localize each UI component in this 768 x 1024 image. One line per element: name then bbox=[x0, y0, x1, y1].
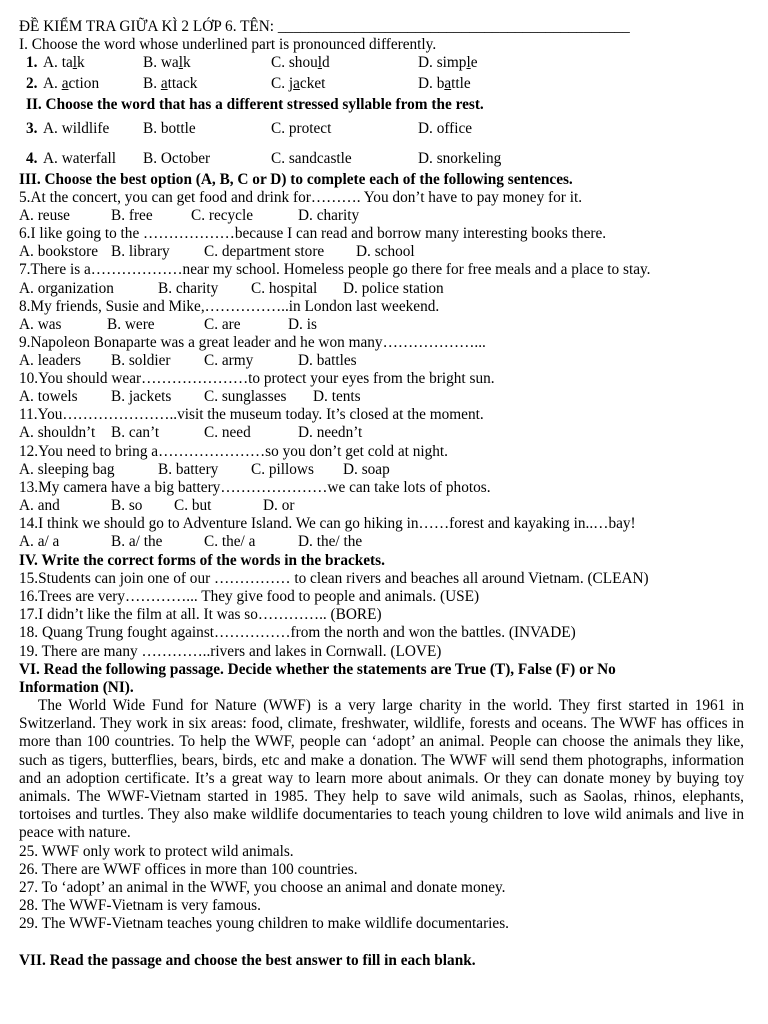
option-c: C. protect bbox=[271, 120, 332, 137]
option-c: C. department store bbox=[204, 243, 325, 260]
question-15: 15.Students can join one of our …………… to clean rivers and beaches all around Vietnam. (CLEAN) bbox=[19, 570, 649, 587]
option-d: D. simple bbox=[418, 54, 478, 71]
question-number: 3. bbox=[26, 120, 38, 137]
question-12-text: 12.You need to bring a…………………so you don’t get cold at night. bbox=[19, 443, 448, 460]
section-7-heading: VII. Read the passage and choose the best answer to fill in each blank. bbox=[19, 952, 476, 969]
option-b: B. battery bbox=[158, 461, 219, 478]
option-d: D. or bbox=[263, 497, 295, 514]
statement-25: 25. WWF only work to protect wild animals. bbox=[19, 843, 294, 860]
option-b: B. charity bbox=[158, 280, 219, 297]
option-d: D. snorkeling bbox=[418, 150, 502, 167]
question-19: 19. There are many …………..rivers and lakes in Cornwall. (LOVE) bbox=[19, 643, 442, 660]
section-6-heading-line-1: VI. Read the following passage. Decide whether the statements are True (T), False (F) or No bbox=[19, 661, 616, 678]
question-14-text: 14.I think we should go to Adventure Island. We can go hiking in……forest and kayaking in..…bay! bbox=[19, 515, 636, 532]
option-b: B. bottle bbox=[143, 120, 196, 137]
section-3-heading: III. Choose the best option (A, B, C or D) to complete each of the following sentences. bbox=[19, 171, 573, 188]
title-text: ĐỀ KIỂM TRA GIỮA KÌ 2 LỚP 6. TÊN: bbox=[19, 18, 278, 35]
statement-29: 29. The WWF-Vietnam teaches young children to make wildlife documentaries. bbox=[19, 915, 509, 932]
option-c: C. sunglasses bbox=[204, 388, 287, 405]
option-d: D. office bbox=[418, 120, 473, 137]
option-a: A. reuse bbox=[19, 207, 70, 224]
option-c: C. recycle bbox=[191, 207, 254, 224]
question-7-text: 7.There is a………………near my school. Homeless people go there for free meals and a place to stay. bbox=[19, 261, 651, 278]
option-a: A. was bbox=[19, 316, 62, 333]
option-b: B. a/ the bbox=[111, 533, 163, 550]
option-b: B. free bbox=[111, 207, 153, 224]
option-b: B. library bbox=[111, 243, 170, 260]
option-b: B. soldier bbox=[111, 352, 171, 369]
exam-title bbox=[19, 18, 630, 36]
option-b: B. October bbox=[143, 150, 211, 167]
option-b: B. can’t bbox=[111, 424, 160, 441]
option-d: D. battles bbox=[298, 352, 357, 369]
question-number: 4. bbox=[26, 150, 38, 167]
question-9-text: 9.Napoleon Bonaparte was a great leader and he won many………………... bbox=[19, 334, 486, 351]
option-d: D. the/ the bbox=[298, 533, 363, 550]
option-b: B. attack bbox=[143, 75, 198, 92]
option-d: D. is bbox=[288, 316, 317, 333]
question-5-text: 5.At the concert, you can get food and drink for………. You don’t have to pay money for it. bbox=[19, 189, 583, 206]
question-17: 17.I didn’t like the film at all. It was so………….. (BORE) bbox=[19, 606, 382, 623]
section-6-heading-line-2: Information (NI). bbox=[19, 679, 134, 696]
option-d: D. charity bbox=[298, 207, 360, 224]
option-c: C. need bbox=[204, 424, 251, 441]
option-a: A. a/ a bbox=[19, 533, 60, 550]
option-a: A. organization bbox=[19, 280, 114, 297]
name-blank: ______________________________________________ bbox=[277, 18, 630, 35]
option-d: D. soap bbox=[343, 461, 390, 478]
option-c: C. hospital bbox=[251, 280, 318, 297]
option-d: D. tents bbox=[313, 388, 361, 405]
option-a: A. shouldn’t bbox=[19, 424, 96, 441]
option-d: D. police station bbox=[343, 280, 444, 297]
question-11-text: 11.You…………………..visit the museum today. It’s closed at the moment. bbox=[19, 406, 484, 423]
option-b: B. so bbox=[111, 497, 143, 514]
option-a: A. leaders bbox=[19, 352, 82, 369]
section-4-heading: IV. Write the correct forms of the words in the brackets. bbox=[19, 552, 385, 569]
question-10-text: 10.You should wear…………………to protect your eyes from the bright sun. bbox=[19, 370, 495, 387]
question-number: 2. bbox=[26, 75, 38, 92]
option-c: C. jacket bbox=[271, 75, 326, 92]
option-c: C. should bbox=[271, 54, 330, 71]
option-b: B. walk bbox=[143, 54, 191, 71]
statement-28: 28. The WWF-Vietnam is very famous. bbox=[19, 897, 261, 914]
option-c: C. pillows bbox=[251, 461, 314, 478]
option-a: A. sleeping bag bbox=[19, 461, 115, 478]
question-16: 16.Trees are very…………... They give food to people and animals. (USE) bbox=[19, 588, 480, 605]
statement-26: 26. There are WWF offices in more than 100 countries. bbox=[19, 861, 358, 878]
option-b: B. jackets bbox=[111, 388, 172, 405]
option-c: C. the/ a bbox=[204, 533, 256, 550]
option-a: A. towels bbox=[19, 388, 78, 405]
option-b: B. were bbox=[107, 316, 155, 333]
section-1-heading: I. Choose the word whose underlined part is pronounced differently. bbox=[19, 36, 437, 53]
statement-27: 27. To ‘adopt’ an animal in the WWF, you choose an animal and donate money. bbox=[19, 879, 506, 896]
option-a: A. bookstore bbox=[19, 243, 99, 260]
reading-passage: The World Wide Fund for Nature (WWF) is a very large charity in the world. They first started in 1961 in Switzerland. They work in six areas: food, climate, freshwater, wildlife, forests and oceans. The WWF has offices in more than 100 countries. To help the WWF, people can ‘adopt’ an animal. People can choose the animals they like, such as tigers, butterflies, bears, birds, etc and make a donation. The WWF will send them photographs, information and an adoption certificate. It’s a great way to learn more about animals. Or they can donate money by buying toy animals. The WWF-Vietnam started in 1985. They help to save wild animals, such as Saolas, rhinos, elephants, tortoises and turtles. They also make wildlife documentaries to teach young children to love wild animals and live in peace with nature. bbox=[19, 697, 744, 842]
option-a: A. waterfall bbox=[43, 150, 117, 167]
question-18: 18. Quang Trung fought against……………from the north and won the battles. (INVADE) bbox=[19, 624, 576, 641]
option-d: D. school bbox=[356, 243, 415, 260]
section-2-heading: II. Choose the word that has a different stressed syllable from the rest. bbox=[26, 96, 484, 113]
option-a: A. talk bbox=[43, 54, 85, 71]
option-c: C. but bbox=[174, 497, 212, 514]
option-c: C. army bbox=[204, 352, 254, 369]
question-13-text: 13.My camera have a big battery…………………we can take lots of photos. bbox=[19, 479, 491, 496]
option-c: C. are bbox=[204, 316, 241, 333]
option-a: A. and bbox=[19, 497, 60, 514]
option-d: D. needn’t bbox=[298, 424, 363, 441]
option-c: C. sandcastle bbox=[271, 150, 352, 167]
question-6-text: 6.I like going to the ………………because I can read and borrow many interesting books there. bbox=[19, 225, 607, 242]
option-a: A. action bbox=[43, 75, 100, 92]
option-a: A. wildlife bbox=[43, 120, 110, 137]
question-8-text: 8.My friends, Susie and Mike,……………..in London last weekend. bbox=[19, 298, 440, 315]
question-number: 1. bbox=[26, 54, 38, 71]
option-d: D. battle bbox=[418, 75, 471, 92]
